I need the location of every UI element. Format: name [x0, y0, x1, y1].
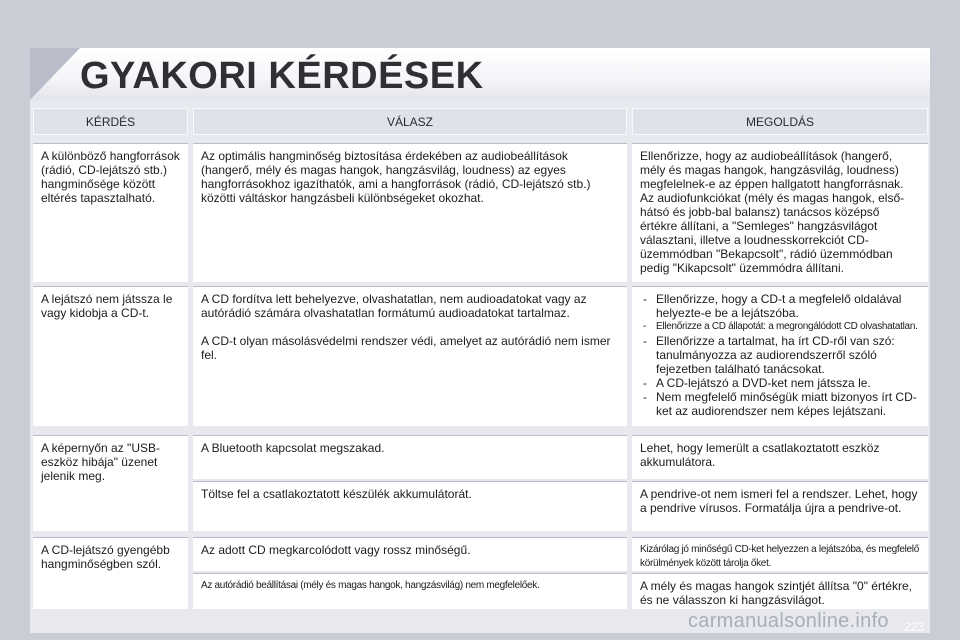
row2-answer: [193, 286, 627, 426]
row2-answer-paragraph-2: A CD-t olyan másolásvédelmi rendszer védi, amelyet az autórádió nem ismer fel.: [201, 334, 611, 362]
solution-item-5: - Nem megfelelő minőségük miatt bizonyos írt CD-ket az audiorendszer nem képes lejátszani.: [640, 390, 920, 418]
row2-solution-list: [640, 292, 920, 418]
column-header-question: KÉRDÉS: [33, 108, 188, 135]
row4-solution-a: Kizárólag jó minőségű CD-ket helyezzen a lejátszóba, és megfelelő körülmények között tárolja őket.: [632, 537, 928, 571]
row2-question: A lejátszó nem játssza le vagy kidobja a CD-t.: [33, 286, 188, 426]
row3-answer-b: Töltse fel a csatlakoztatott készülék akkumulátorát.: [193, 481, 627, 531]
row3-question: A képernyőn az "USB-eszköz hibája" üzenet jelenik meg.: [33, 435, 188, 531]
solution-item-3: - Ellenőrizze a tartalmat, ha írt CD-ről van szó: tanulmányozza az audiorendszerről szóló fejezetben található tanácsokat.: [640, 334, 920, 376]
row3-solution-b: A pendrive-ot nem ismeri fel a rendszer. Lehet, hogy a pendrive vírusos. Formatálja újra a pendrive-ot.: [632, 481, 928, 531]
row1-question: A különböző hangforrások (rádió, CD-lejátszó stb.) hangminősége között eltérés tapasztalható.: [33, 143, 188, 282]
row4-answer-a: Az adott CD megkarcolódott vagy rossz minőségű.: [193, 537, 627, 571]
row3-solution-a: Lehet, hogy lemerült a csatlakoztatott eszköz akkumulátora.: [632, 435, 928, 479]
row1-answer: Az optimális hangminőség biztosítása érdekében az audiobeállítások (hangerő, mély és magas hangok, hangzásvilág, loudness) az egyes hangforrásokhoz igazíthatók, ami a hangforrások (rádió, CD-lejátszó stb.) közötti váltáskor hangzásbeli különbségeket okozhat.: [193, 143, 627, 282]
solution-item-4: - A CD-lejátszó a DVD-ket nem játssza le.: [640, 376, 920, 390]
row2-answer-paragraph-1: A CD fordítva lett behelyezve, olvashatatlan, nem audioadatokat vagy az autórádió számára olvashatatlan formátumú audioadatokat tartalmaz.: [201, 292, 587, 320]
row4-question: A CD-lejátszó gyengébb hangminőségben szól.: [33, 537, 188, 609]
solution-item-2: - Ellenőrizze a CD állapotát: a megrongálódott CD olvashatatlan.: [640, 320, 920, 334]
row2-solution: [632, 286, 928, 426]
row4-solution-b: A mély és magas hangok szintjét állítsa "0" értékre, és ne válasszon ki hangzásvilágot.: [632, 573, 928, 609]
solution-item-1: - Ellenőrizze, hogy a CD-t a megfelelő oldalával helyezte-e be a lejátszóba.: [640, 292, 920, 320]
row4-answer-b: Az autórádió beállításai (mély és magas hangok, hangzásvilág) nem megfelelőek.: [193, 573, 627, 609]
column-header-solution: MEGOLDÁS: [632, 108, 928, 135]
row3-answer-a: A Bluetooth kapcsolat megszakad.: [193, 435, 627, 479]
column-header-answer: VÁLASZ: [193, 108, 627, 135]
row1-solution: Ellenőrizze, hogy az audiobeállítások (hangerő, mély és magas hangok, hangzásvilág, loudness) megfelelnek-e az éppen hallgatott hangforrásnak. Az audiofunkciókat (mély és magas hangok, első-hátsó és jobb-bal balansz) tanácsos középső értékre állítani, a "Semleges" hangzásvilágot választani, illetve a loudnesskorrekciót CD-üzemmódban "Bekapcsolt", rádió üzemmódban pedig "Kikapcsolt" üzemmódra állítani.: [632, 143, 928, 282]
page-title: GYAKORI KÉRDÉSEK: [80, 55, 484, 97]
page-number: 223: [903, 620, 924, 634]
watermark: carmanualsonline.info: [688, 610, 889, 632]
